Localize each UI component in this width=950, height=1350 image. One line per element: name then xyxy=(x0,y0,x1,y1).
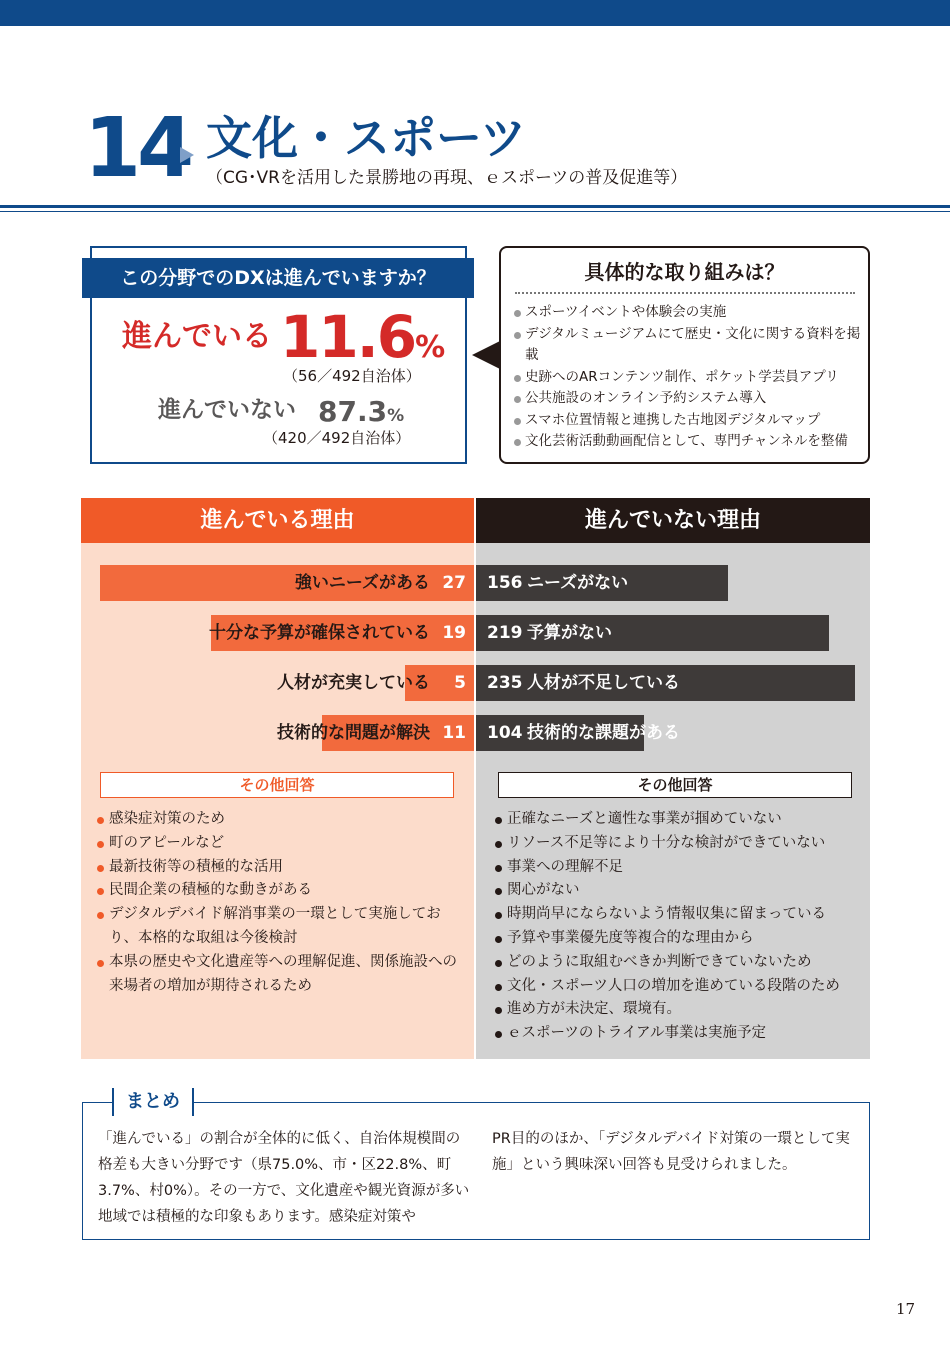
section-number: 14 xyxy=(84,101,191,196)
no-percent: 87.3% xyxy=(318,395,405,428)
reasons-yes-label: 人材が充実している xyxy=(277,673,430,693)
list-item: 史跡へのARコンテンツ制作、ポケット学芸員アプリ xyxy=(513,367,863,389)
reasons-yes-heading: 進んでいる理由 xyxy=(81,498,474,543)
list-item: 町のアピールなど xyxy=(96,832,468,856)
reasons-yes-value: 19 xyxy=(442,623,466,643)
reasons-yes-value: 5 xyxy=(454,673,466,693)
examples-heading: 具体的な取り組みは？ xyxy=(584,260,785,284)
question-heading: この分野でのDXは進んでいますか？ xyxy=(82,258,474,298)
dotted-divider xyxy=(515,292,855,294)
list-item: 感染症対策のため xyxy=(96,808,468,832)
header-rule xyxy=(0,205,950,208)
pointer-icon xyxy=(472,340,502,370)
no-label: 進んでいない xyxy=(158,397,296,423)
list-item: 本県の歴史や文化遺産等への理解促進、関係施設への来場者の増加が期待されるため xyxy=(96,951,468,999)
reasons-no-label: 人材が不足している xyxy=(527,673,680,693)
list-item: 民間企業の積極的な動きがある xyxy=(96,879,468,903)
yes-count: （56／492自治体） xyxy=(283,367,421,385)
list-item: どのように取組むべきか判断できていないため xyxy=(494,951,866,975)
summary-text-right: PR目的のほか、「デジタルデバイド対策の一環として実施」という興味深い回答も見受けられました。 xyxy=(492,1131,850,1173)
yes-label: 進んでいる xyxy=(122,319,272,354)
list-item: スポーツイベントや体験会の実施 xyxy=(513,302,863,324)
reasons-no-label: 予算がない xyxy=(527,623,612,643)
reasons-yes-label: 技術的な問題が解決 xyxy=(277,723,430,743)
reasons-no-value: 156 xyxy=(487,573,523,593)
list-item: リソース不足等により十分な検討ができていない xyxy=(494,832,866,856)
examples-box xyxy=(499,246,870,464)
yes-percent: 11.6% xyxy=(280,303,446,371)
other-answers-no-list xyxy=(494,808,866,1046)
list-item: 最新技術等の積極的な活用 xyxy=(96,856,468,880)
summary-text-left: 「進んでいる」の割合が全体的に低く、自治体規模間の格差も大きい分野です（県75.0%、市・区22.8%、町3.7%、村0%）。その一方で、文化遺産や観光資源が多い地域では積極的な印象もあります。感染症対策や xyxy=(98,1131,470,1225)
other-answers-yes-list xyxy=(96,808,468,998)
list-item: 時期尚早にならないよう情報収集に留まっている xyxy=(494,903,866,927)
list-item: 関心がない xyxy=(494,879,866,903)
list-item: 文化芸術活動動画配信として、専門チャンネルを整備 xyxy=(513,431,863,453)
list-item: 公共施設のオンライン予約システム導入 xyxy=(513,388,863,410)
reasons-yes-value: 11 xyxy=(442,723,466,743)
reasons-no-label: 技術的な課題がある xyxy=(527,723,680,743)
list-item: スマホ位置情報と連携した古地図デジタルマップ xyxy=(513,410,863,432)
list-item: 予算や事業優先度等複合的な理由から xyxy=(494,927,866,951)
summary-heading: まとめ xyxy=(112,1088,194,1116)
reasons-yes-label: 強いニーズがある xyxy=(294,573,430,593)
list-item: 文化・スポーツ人口の増加を進めている段階のため xyxy=(494,975,866,999)
other-answers-yes-heading: その他回答 xyxy=(100,772,454,798)
top-color-bar xyxy=(0,0,950,26)
list-item: ｅスポーツのトライアル事業は実施予定 xyxy=(494,1022,866,1046)
reasons-no-value: 104 xyxy=(487,723,523,743)
list-item: 進め方が未決定、環境有。 xyxy=(494,998,866,1022)
arrow-icon xyxy=(180,147,194,163)
examples-list xyxy=(513,302,863,453)
list-item: デジタルデバイド解消事業の一環として実施しており、本格的な取組は今後検討 xyxy=(96,903,468,951)
list-item: 正確なニーズと適性な事業が掴めていない xyxy=(494,808,866,832)
reasons-yes-label: 十分な予算が確保されている xyxy=(209,623,430,643)
page-number: 17 xyxy=(896,1300,916,1318)
reasons-yes-value: 27 xyxy=(442,573,466,593)
reasons-no-heading: 進んでいない理由 xyxy=(476,498,870,543)
no-count: （420／492自治体） xyxy=(263,429,411,447)
list-item: デジタルミュージアムにて歴史・文化に関する資料を掲載 xyxy=(513,324,863,367)
reasons-no-value: 219 xyxy=(487,623,523,643)
header-rule-thin xyxy=(0,211,950,212)
reasons-no-label: ニーズがない xyxy=(527,573,629,593)
reasons-no-value: 235 xyxy=(487,673,523,693)
section-title: 文化・スポーツ xyxy=(206,111,527,165)
list-item: 事業への理解不足 xyxy=(494,856,866,880)
section-subtitle: （CG･VRを活用した景勝地の再現、ｅスポーツの普及促進等） xyxy=(206,168,688,188)
other-answers-no-heading: その他回答 xyxy=(498,772,852,798)
